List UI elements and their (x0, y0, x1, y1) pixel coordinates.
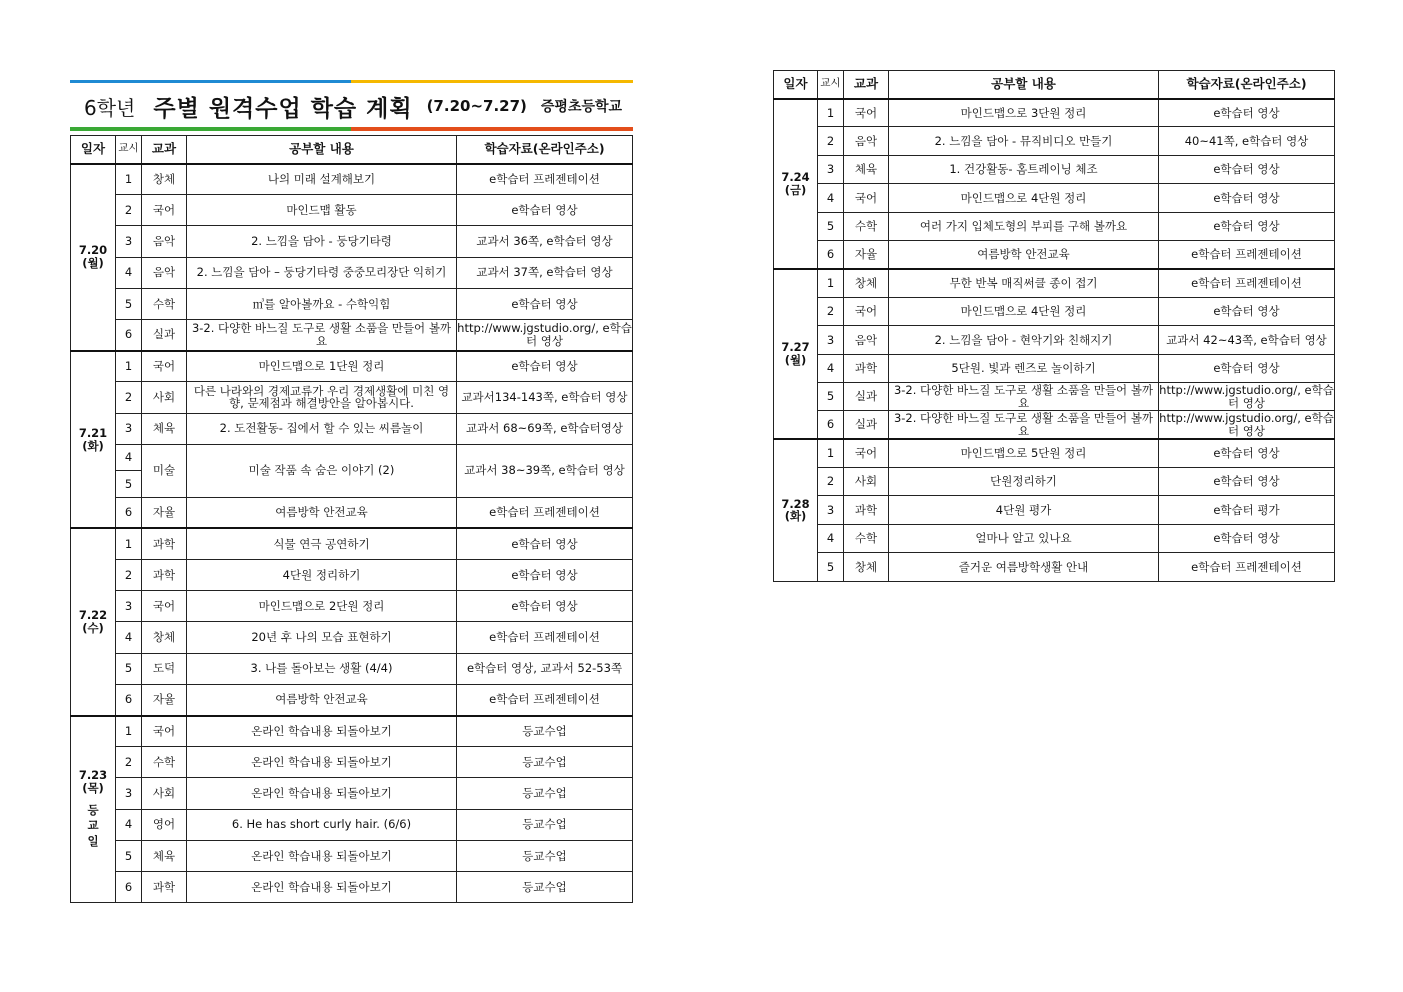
material-cell: e학습터 영상 (457, 560, 633, 591)
material-cell: e학습터 영상 (1159, 212, 1335, 240)
material-cell: 교과서 37쪽, e학습터 영상 (457, 257, 633, 288)
period-cell: 5 (818, 553, 844, 581)
left-table-body (71, 164, 633, 903)
day-label: (목) (82, 781, 104, 796)
table-row (71, 444, 633, 471)
period-cell: 3 (116, 226, 142, 257)
period-cell: 2 (818, 127, 844, 155)
content-cell: 즐거운 여름방학생활 안내 (889, 553, 1159, 581)
material-cell: e학습터 프레젠테이션 (457, 684, 633, 715)
content-cell: 온라인 학습내용 되돌아보기 (187, 716, 457, 747)
table-row (71, 164, 633, 195)
date-label: 7.28 (781, 496, 810, 511)
content-cell: 온라인 학습내용 되돌아보기 (187, 778, 457, 809)
period-cell: 1 (116, 351, 142, 382)
table-row (71, 195, 633, 226)
table-row (774, 99, 1335, 127)
top-bar-blue (70, 80, 351, 83)
subject-cell: 창체 (844, 553, 889, 581)
table-row (71, 528, 633, 559)
table-row (774, 553, 1335, 581)
material-cell: e학습터 영상 (1159, 439, 1335, 467)
period-cell: 2 (116, 195, 142, 226)
table-row (774, 411, 1335, 439)
col-header-subject: 교과 (142, 136, 187, 164)
col-header-period: 교시 (818, 71, 844, 99)
material-cell: 교과서 68~69쪽, e학습터영상 (457, 413, 633, 444)
material-cell: e학습터 영상 (1159, 354, 1335, 382)
material-cell: 등교수업 (457, 747, 633, 778)
table-row (71, 288, 633, 319)
day-label: (화) (82, 438, 104, 453)
period-cell: 6 (818, 411, 844, 439)
date-cell (774, 99, 818, 269)
period-cell: 5 (818, 382, 844, 410)
material-cell: http://www.jgstudio.org/, e학습터 영상 (1159, 382, 1334, 410)
material-cell: 교과서 36쪽, e학습터 영상 (457, 226, 633, 257)
date-cell (71, 528, 116, 715)
table-row (71, 319, 633, 350)
subject-cell: 창체 (142, 164, 187, 195)
table-row (774, 439, 1335, 467)
subject-cell: 국어 (844, 184, 889, 212)
period-cell: 5 (818, 212, 844, 240)
content-cell: 마인드맵으로 5단원 정리 (889, 439, 1159, 467)
date-label: 7.23 (78, 768, 108, 783)
bottom-bar-red (351, 127, 633, 131)
period-cell: 4 (818, 184, 844, 212)
table-row (774, 240, 1335, 268)
content-cell: 2. 도전활동- 집에서 할 수 있는 씨름놀이 (187, 413, 457, 444)
period-cell: 5 (116, 653, 142, 684)
period-cell: 4 (116, 809, 142, 840)
material-cell: e학습터 영상 (457, 351, 633, 382)
subject-cell: 실과 (142, 319, 187, 350)
content-cell: 5단원. 빛과 렌즈로 놀이하기 (889, 354, 1159, 382)
content-cell: 여름방학 안전교육 (889, 240, 1159, 268)
subject-cell: 체육 (142, 840, 187, 871)
period-cell: 2 (818, 468, 844, 496)
table-row (71, 716, 633, 747)
subject-cell: 과학 (844, 354, 889, 382)
date-label: 7.20 (78, 243, 108, 258)
material-cell: e학습터 프레젠테이션 (1159, 269, 1335, 297)
table-row (774, 297, 1335, 325)
subject-cell: 영어 (142, 809, 187, 840)
period-cell: 3 (818, 155, 844, 183)
subject-cell: 창체 (142, 622, 187, 653)
period-cell: 1 (116, 164, 142, 195)
col-header-content: 공부할 내용 (889, 71, 1159, 99)
schedule-table-right (773, 70, 1335, 582)
date-cell (774, 439, 818, 581)
content-cell: 여름방학 안전교육 (187, 497, 457, 528)
subject-cell: 수학 (142, 747, 187, 778)
table-row (71, 591, 633, 622)
content-cell: 여름방학 안전교육 (187, 684, 457, 715)
period-cell: 2 (116, 382, 142, 413)
content-cell: 나의 미래 설계해보기 (187, 164, 457, 195)
subject-cell: 국어 (844, 99, 889, 127)
content-cell: 6. He has short curly hair. (6/6) (187, 809, 457, 840)
table-row (71, 257, 633, 288)
material-cell: e학습터 영상 (1159, 99, 1335, 127)
material-cell: 등교수업 (457, 840, 633, 871)
period-cell: 5 (116, 471, 142, 498)
material-cell: 교과서 42~43쪽, e학습터 영상 (1159, 326, 1335, 354)
table-row (774, 524, 1335, 552)
top-bar-yellow (351, 80, 633, 83)
right-table-body (774, 99, 1335, 582)
subject-cell: 체육 (844, 155, 889, 183)
period-cell: 2 (818, 297, 844, 325)
material-cell: e학습터 평가 (1159, 496, 1335, 524)
material-cell: e학습터 영상 (1159, 297, 1335, 325)
period-cell: 3 (818, 496, 844, 524)
table-row (71, 413, 633, 444)
table-row (774, 496, 1335, 524)
table-row (774, 326, 1335, 354)
subject-cell: 국어 (142, 591, 187, 622)
period-cell: 6 (116, 871, 142, 902)
table-row (71, 622, 633, 653)
table-row (71, 560, 633, 591)
subject-cell: 미술 (142, 444, 187, 497)
period-cell: 4 (116, 257, 142, 288)
material-cell: e학습터 영상 (1159, 155, 1335, 183)
date-cell (71, 716, 116, 903)
subject-cell: 자율 (142, 684, 187, 715)
period-cell: 1 (818, 439, 844, 467)
material-cell: http://www.jgstudio.org/, e학습터 영상 (457, 319, 633, 350)
day-label: (수) (82, 620, 104, 635)
period-cell: 5 (116, 288, 142, 319)
content-cell: 4단원 평가 (889, 496, 1159, 524)
content-cell: 3-2. 다양한 바느질 도구로 생활 소품을 만들어 볼까요 (187, 319, 457, 350)
content-cell: 3-2. 다양한 바느질 도구로 생활 소품을 만들어 볼까요 (889, 411, 1159, 439)
grade-label: 6학년 (84, 95, 136, 120)
period-cell: 6 (116, 319, 142, 350)
content-cell: 다른 나라와의 경제교류가 우리 경제생활에 미친 영향, 문제점과 해결방안을 알아봅시다. (187, 382, 457, 413)
content-cell: 2. 느낌을 담아 - 현악기와 친해지기 (889, 326, 1159, 354)
material-cell: e학습터 영상, 교과서 52-53쪽 (457, 653, 633, 684)
period-cell: 6 (116, 684, 142, 715)
school-name: 증평초등학교 (540, 99, 623, 115)
school-day-label: 등교일 (87, 802, 99, 848)
content-cell: 마인드맵으로 2단원 정리 (187, 591, 457, 622)
subject-cell: 수학 (844, 524, 889, 552)
period-cell: 4 (116, 622, 142, 653)
subject-cell: 실과 (844, 382, 889, 410)
table-row (774, 127, 1335, 155)
material-cell: e학습터 영상 (457, 195, 633, 226)
material-cell: e학습터 프레젠테이션 (1159, 240, 1335, 268)
table-row (774, 354, 1335, 382)
material-cell: e학습터 프레젠테이션 (1159, 553, 1335, 581)
day-label: (월) (82, 256, 104, 271)
date-label: 7.27 (781, 340, 810, 355)
table-row (71, 497, 633, 528)
period-cell: 6 (116, 497, 142, 528)
table-row (71, 684, 633, 715)
period-cell: 1 (818, 99, 844, 127)
subject-cell: 국어 (844, 439, 889, 467)
col-header-content: 공부할 내용 (187, 136, 457, 164)
material-cell: e학습터 프레젠테이션 (457, 164, 633, 195)
col-header-material: 학습자료(온라인주소) (1159, 71, 1335, 99)
period-cell: 6 (818, 240, 844, 268)
subject-cell: 자율 (142, 497, 187, 528)
content-cell: 마인드맵으로 1단원 정리 (187, 351, 457, 382)
subject-cell: 실과 (844, 411, 889, 439)
subject-cell: 음악 (142, 257, 187, 288)
subject-cell: 국어 (142, 351, 187, 382)
subject-cell: 음악 (844, 127, 889, 155)
date-label: 7.22 (78, 608, 108, 623)
col-header-subject: 교과 (844, 71, 889, 99)
content-cell: 여러 가지 입체도형의 부피를 구해 볼까요 (889, 212, 1159, 240)
table-row (71, 809, 633, 840)
day-label: (금) (784, 182, 807, 197)
subject-cell: 음악 (142, 226, 187, 257)
content-cell: 무한 반복 매직써클 종이 접기 (889, 269, 1159, 297)
schedule-table-left (70, 135, 633, 903)
content-cell: ㎥를 알아볼까요 - 수학익힘 (187, 288, 457, 319)
material-cell: e학습터 영상 (1159, 184, 1335, 212)
table-row (71, 351, 633, 382)
period-cell: 4 (818, 524, 844, 552)
col-header-material: 학습자료(온라인주소) (457, 136, 633, 164)
table-row (71, 653, 633, 684)
table-row (774, 155, 1335, 183)
content-cell: 온라인 학습내용 되돌아보기 (187, 840, 457, 871)
subject-cell: 자율 (844, 240, 889, 268)
subject-cell: 과학 (142, 528, 187, 559)
table-row (71, 778, 633, 809)
content-cell: 단원정리하기 (889, 468, 1159, 496)
period-cell: 4 (116, 444, 142, 471)
table-row (774, 269, 1335, 297)
period-cell: 5 (116, 840, 142, 871)
table-row (71, 747, 633, 778)
material-cell: 등교수업 (457, 809, 633, 840)
material-cell: e학습터 영상 (1159, 468, 1335, 496)
content-cell: 마인드맵 활동 (187, 195, 457, 226)
material-cell: http://www.jgstudio.org/, e학습터 영상 (1159, 411, 1334, 438)
material-cell: e학습터 영상 (457, 591, 633, 622)
subject-cell: 도덕 (142, 653, 187, 684)
subject-cell: 사회 (142, 778, 187, 809)
material-cell: 40~41쪽, e학습터 영상 (1159, 127, 1335, 155)
content-cell: 2. 느낌을 담아 – 둥당기타령 중중모리장단 익히기 (187, 257, 457, 288)
subject-cell: 수학 (142, 288, 187, 319)
period-label: (7.20~7.27) (426, 97, 527, 115)
date-cell (71, 164, 116, 351)
content-cell: 1. 건강활동- 홈트레이닝 체조 (889, 155, 1159, 183)
subject-cell: 과학 (844, 496, 889, 524)
content-cell: 마인드맵으로 4단원 정리 (889, 297, 1159, 325)
material-cell: e학습터 프레젠테이션 (457, 497, 633, 528)
bottom-bar-green (70, 127, 351, 131)
content-cell: 온라인 학습내용 되돌아보기 (187, 871, 457, 902)
table-row (774, 212, 1335, 240)
period-cell: 3 (116, 778, 142, 809)
content-cell: 3-2. 다양한 바느질 도구로 생활 소품을 만들어 볼까요 (889, 382, 1159, 410)
material-cell: e학습터 프레젠테이션 (457, 622, 633, 653)
period-cell: 2 (116, 747, 142, 778)
table-row (71, 382, 633, 413)
material-cell: 교과서 38~39쪽, e학습터 영상 (457, 444, 633, 497)
day-label: (월) (784, 353, 807, 368)
subject-cell: 국어 (844, 297, 889, 325)
subject-cell: 사회 (142, 382, 187, 413)
material-cell: e학습터 영상 (457, 528, 633, 559)
col-header-period: 교시 (116, 136, 142, 164)
subject-cell: 창체 (844, 269, 889, 297)
period-cell: 1 (116, 716, 142, 747)
table-row (71, 840, 633, 871)
table-row (774, 382, 1335, 410)
col-header-date: 일자 (71, 136, 116, 164)
subject-cell: 체육 (142, 413, 187, 444)
day-label: (화) (784, 509, 807, 524)
date-label: 7.21 (78, 425, 108, 440)
date-cell (774, 269, 818, 439)
period-cell: 3 (116, 591, 142, 622)
period-cell: 1 (116, 528, 142, 559)
period-cell: 2 (116, 560, 142, 591)
content-cell: 2. 느낌을 담아 - 둥당기타령 (187, 226, 457, 257)
subject-cell: 과학 (142, 560, 187, 591)
content-cell: 얼마나 알고 있나요 (889, 524, 1159, 552)
table-row (71, 226, 633, 257)
material-cell: 교과서134-143쪽, e학습터 영상 (457, 382, 633, 413)
subject-cell: 국어 (142, 195, 187, 226)
content-cell: 미술 작품 속 숨은 이야기 (2) (187, 444, 457, 497)
date-label: 7.24 (781, 170, 810, 185)
period-cell: 1 (818, 269, 844, 297)
subject-cell: 수학 (844, 212, 889, 240)
content-cell: 식물 연극 공연하기 (187, 528, 457, 559)
date-cell (71, 351, 116, 529)
subject-cell: 사회 (844, 468, 889, 496)
content-cell: 온라인 학습내용 되돌아보기 (187, 747, 457, 778)
content-cell: 2. 느낌을 담아 - 뮤직비디오 만들기 (889, 127, 1159, 155)
material-cell: 등교수업 (457, 871, 633, 902)
period-cell: 3 (818, 326, 844, 354)
subject-cell: 국어 (142, 716, 187, 747)
table-row (774, 468, 1335, 496)
table-row (774, 184, 1335, 212)
material-cell: 등교수업 (457, 716, 633, 747)
period-cell: 3 (116, 413, 142, 444)
material-cell: e학습터 영상 (457, 288, 633, 319)
title-banner (70, 80, 633, 132)
subject-cell: 과학 (142, 871, 187, 902)
content-cell: 20년 후 나의 모습 표현하기 (187, 622, 457, 653)
col-header-date: 일자 (774, 71, 818, 99)
subject-cell: 음악 (844, 326, 889, 354)
content-cell: 3. 나를 돌아보는 생활 (4/4) (187, 653, 457, 684)
content-cell: 마인드맵으로 3단원 정리 (889, 99, 1159, 127)
page-title: 주별 원격수업 학습 계획 (153, 95, 413, 122)
content-cell: 마인드맵으로 4단원 정리 (889, 184, 1159, 212)
content-cell: 4단원 정리하기 (187, 560, 457, 591)
period-cell: 4 (818, 354, 844, 382)
material-cell: e학습터 영상 (1159, 524, 1335, 552)
material-cell: 등교수업 (457, 778, 633, 809)
table-row (71, 871, 633, 902)
